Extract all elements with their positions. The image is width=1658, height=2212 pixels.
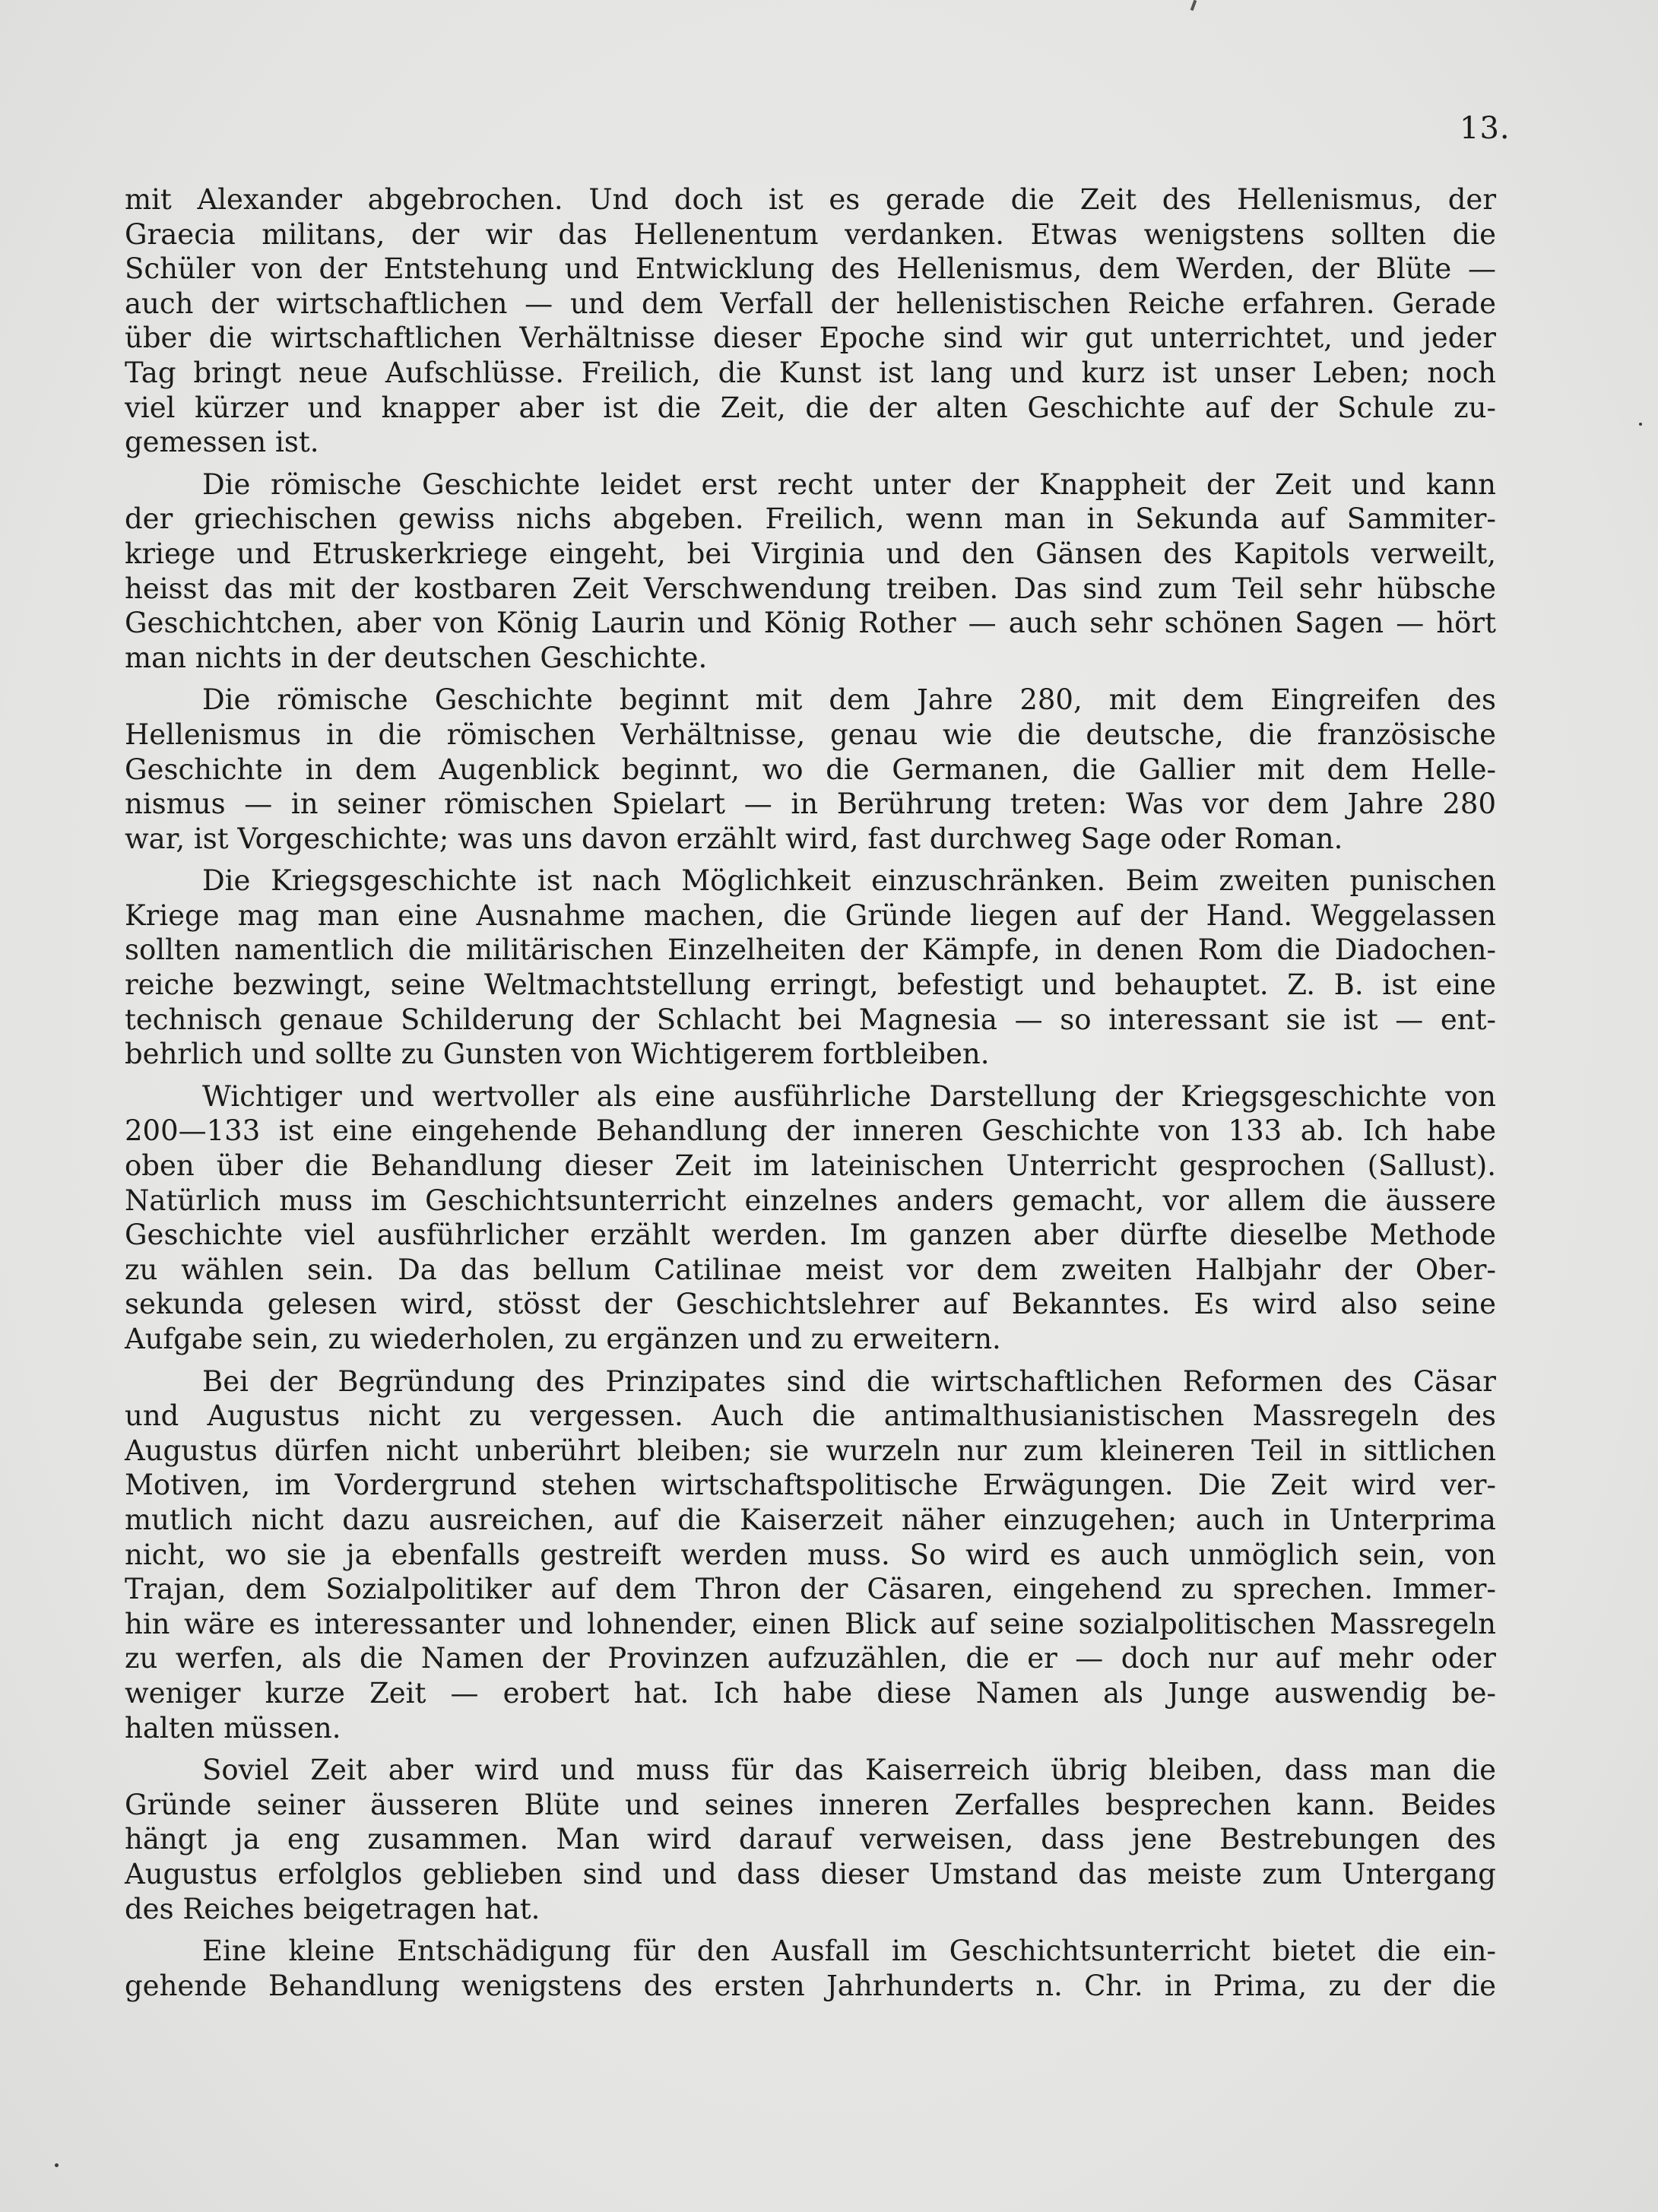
text-line: Bei der Begründung des Prinzipates sind die wirtschaftlichen Reformen des Cäsar (202, 1364, 1496, 1398)
paragraph (125, 182, 1496, 460)
text-line: heisst das mit der kostbaren Zeit Verschwendung treiben. Das sind zum Teil sehr hübsche (125, 572, 1496, 605)
text-line: Geschichte in dem Augenblick beginnt, wo die Germanen, die Gallier mit dem Helle- (125, 753, 1496, 786)
paragraph (125, 864, 1496, 1072)
paragraph (125, 1753, 1496, 1926)
text-line: nicht, wo sie ja ebenfalls gestreift werden muss. So wird es auch unmöglich sein, von (125, 1538, 1496, 1571)
scan-speck (55, 2163, 59, 2167)
text-line: Gründe seiner äusseren Blüte und seines inneren Zerfalles besprechen kann. Beides (125, 1788, 1496, 1821)
paragraph (125, 1079, 1496, 1357)
scan-speck (1639, 423, 1642, 426)
text-line: Tag bringt neue Aufschlüsse. Freilich, die Kunst ist lang und kurz ist unser Leben; noch (125, 356, 1496, 389)
text-line: gemessen ist. (125, 426, 319, 459)
text-line: Kriege mag man eine Ausnahme machen, die Gründe liegen auf der Hand. Weggelassen (125, 898, 1496, 932)
text-line: Aufgabe sein, zu wiederholen, zu ergänzen und zu erweitern. (125, 1323, 1001, 1355)
paragraph (125, 1934, 1496, 2003)
text-line: reiche bezwingt, seine Weltmachtstellung erringt, befestigt und behauptet. Z. B. ist eine (125, 968, 1496, 1002)
paragraph (125, 1364, 1496, 1746)
text-line: sollten namentlich die militärischen Einzelheiten der Kämpfe, in denen Rom die Diadochen- (125, 933, 1496, 967)
text-line: hängt ja eng zusammen. Man wird darauf verweisen, dass jene Bestrebungen des (125, 1823, 1496, 1856)
text-line: Eine kleine Entschädigung für den Ausfall im Geschichtsunterricht bietet die ein- (202, 1935, 1496, 1968)
scan-mark (1190, 0, 1197, 11)
text-line: nismus — in seiner römischen Spielart — in Berührung treten: Was vor dem Jahre 280 (125, 788, 1496, 821)
text-line: Augustus erfolglos geblieben sind und dass dieser Umstand das meiste zum Untergang (125, 1857, 1496, 1890)
page-number: 13. (1460, 111, 1511, 146)
text-line: technisch genaue Schilderung der Schlacht bei Magnesia — so interessant sie ist — ent- (125, 1003, 1496, 1036)
text-line: Motiven, im Vordergrund stehen wirtschaftspolitische Erwägungen. Die Zeit wird ver- (125, 1469, 1496, 1502)
paragraph (125, 467, 1496, 676)
text-line: man nichts in der deutschen Geschichte. (125, 641, 708, 674)
text-line: der griechischen gewiss nichs abgeben. Freilich, wenn man in Sekunda auf Sammiter- (125, 502, 1496, 536)
text-line: Schüler von der Entstehung und Entwicklung des Hellenismus, dem Werden, der Blüte — (125, 252, 1496, 286)
text-line: oben über die Behandlung dieser Zeit im lateinischen Unterricht gesprochen (Sallust). (125, 1149, 1496, 1183)
text-line: Soviel Zeit aber wird und muss für das Kaiserreich übrig bleiben, dass man die (202, 1754, 1496, 1787)
text-line: war, ist Vorgeschichte; was uns davon erzählt wird, fast durchweg Sage oder Roman. (125, 822, 1343, 855)
text-line: mit Alexander abgebrochen. Und doch ist es gerade die Zeit des Hellenismus, der (125, 183, 1496, 216)
text-line: und Augustus nicht zu vergessen. Auch die antimalthusianistischen Massregeln des (125, 1399, 1496, 1433)
text-line: auch der wirtschaftlichen — und dem Verfall der hellenistischen Reiche erfahren. Gerade (125, 287, 1496, 320)
text-line: mutlich nicht dazu ausreichen, auf die Kaiserzeit näher einzugehen; auch in Unterprima (125, 1503, 1496, 1536)
text-line: Geschichte viel ausführlicher erzählt werden. Im ganzen aber dürfte dieselbe Methode (125, 1219, 1496, 1252)
text-line: weniger kurze Zeit — erobert hat. Ich habe diese Namen als Junge auswendig be- (125, 1676, 1496, 1710)
text-line: kriege und Etruskerkriege eingeht, bei Virginia und den Gänsen des Kapitols verweilt, (125, 537, 1496, 570)
text-line: zu wählen sein. Da das bellum Catilinae meist vor dem zweiten Halbjahr der Ober- (125, 1253, 1496, 1286)
text-line: Augustus dürfen nicht unberührt bleiben; sie wurzeln nur zum kleineren Teil in sittlichen (125, 1434, 1496, 1467)
text-line: über die wirtschaftlichen Verhältnisse dieser Epoche sind wir gut unterrichtet, und jeder (125, 322, 1496, 355)
text-line: Natürlich muss im Geschichtsunterricht einzelnes anders gemacht, vor allem die äussere (125, 1184, 1496, 1217)
text-line: gehende Behandlung wenigstens des ersten Jahrhunderts n. Chr. in Prima, zu der die (125, 1969, 1496, 2002)
text-line: des Reiches beigetragen hat. (125, 1892, 541, 1925)
text-line: Die Kriegsgeschichte ist nach Möglichkeit einzuschränken. Beim zweiten punischen (202, 864, 1496, 898)
body-text (125, 182, 1496, 2011)
text-line: behrlich und sollte zu Gunsten von Wichtigerem fortbleiben. (125, 1038, 990, 1071)
text-line: 200—133 ist eine eingehende Behandlung der inneren Geschichte von 133 ab. Ich habe (125, 1114, 1496, 1148)
text-line: Wichtiger und wertvoller als eine ausführliche Darstellung der Kriegsgeschichte von (202, 1079, 1496, 1113)
text-line: viel kürzer und knapper aber ist die Zeit, die der alten Geschichte auf der Schule zu- (125, 391, 1496, 424)
text-line: Hellenismus in die römischen Verhältnisse, genau wie die deutsche, die französische (125, 718, 1496, 751)
text-line: Graecia militans, der wir das Hellenentum verdanken. Etwas wenigstens sollten die (125, 217, 1496, 251)
text-line: Die römische Geschichte beginnt mit dem Jahre 280, mit dem Eingreifen des (202, 683, 1496, 717)
text-line: hin wäre es interessanter und lohnender, einen Blick auf seine sozialpolitischen Massregeln (125, 1607, 1496, 1640)
text-line: sekunda gelesen wird, stösst der Geschichtslehrer auf Bekanntes. Es wird also seine (125, 1288, 1496, 1321)
text-line: Trajan, dem Sozialpolitiker auf dem Thron der Cäsaren, eingehend zu sprechen. Immer- (125, 1573, 1496, 1606)
text-line: halten müssen. (125, 1711, 341, 1745)
text-line: Die römische Geschichte leidet erst recht unter der Knappheit der Zeit und kann (202, 467, 1496, 501)
paragraph (125, 683, 1496, 856)
text-line: Geschichtchen, aber von König Laurin und König Rother — auch sehr schönen Sagen — hört (125, 607, 1496, 640)
text-line: zu werfen, als die Namen der Provinzen aufzuzählen, die er — doch nur auf mehr oder (125, 1642, 1496, 1675)
